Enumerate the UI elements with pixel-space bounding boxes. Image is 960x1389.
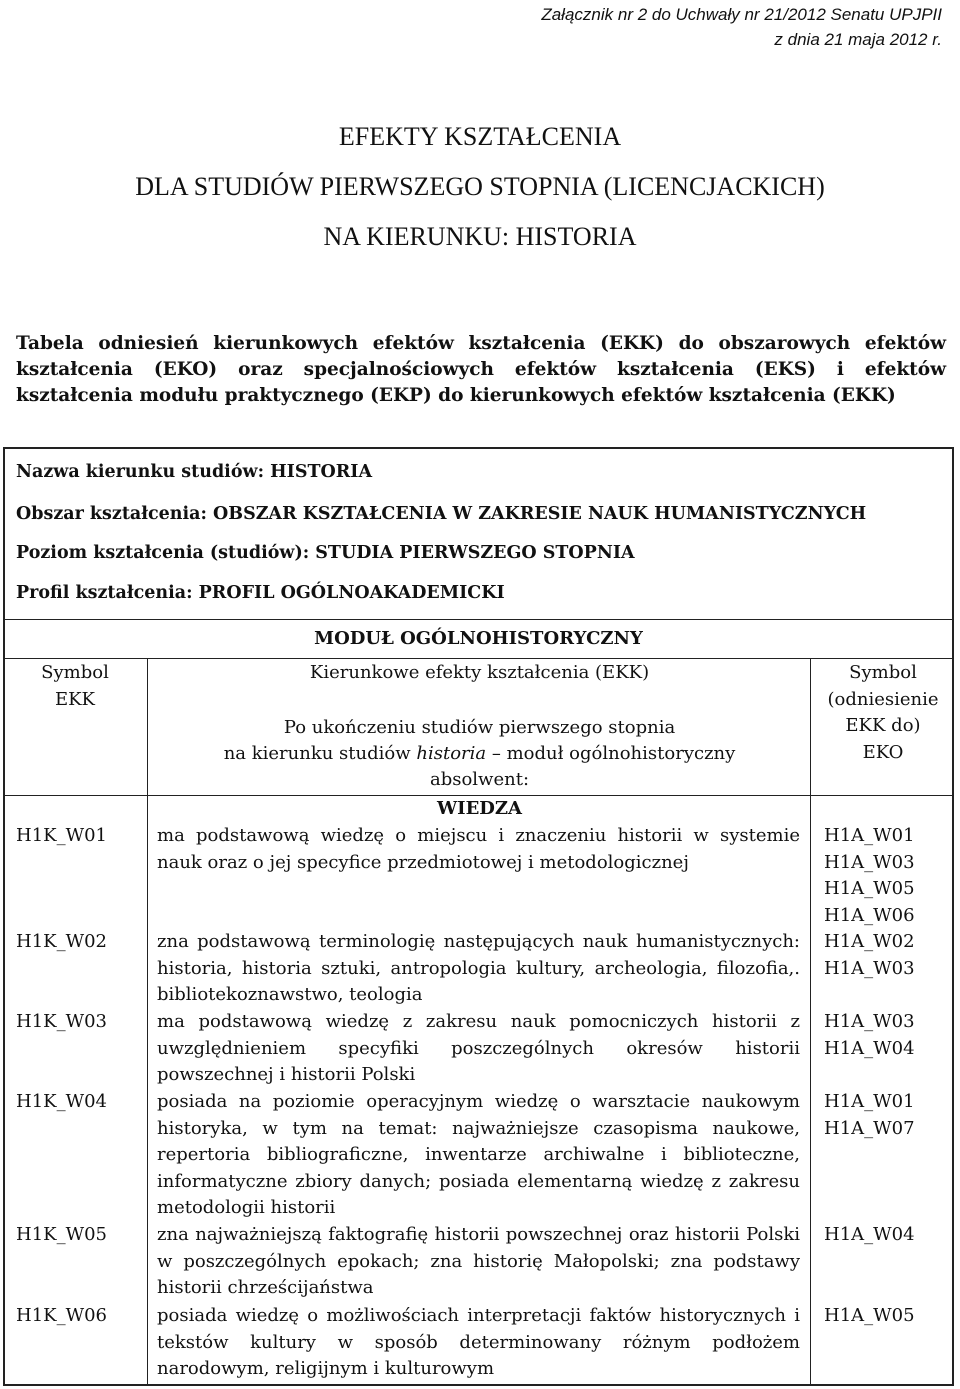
header-right-line-2: (odniesienie (827, 688, 939, 710)
header-right-line-1: Symbol (849, 662, 917, 683)
row-description: ma podstawową wiedzę z zakresu nauk pomocniczych historii z uwzględnieniem specyfiki poszczególnych okresów historii powszechnej i historii Polski (157, 1011, 800, 1085)
row-symbol: H1K_W05 (16, 1224, 108, 1245)
row-symbol: H1K_W02 (16, 931, 108, 952)
title-line-3: NA KIERUNKU: HISTORIA (323, 222, 637, 251)
row-symbol: H1K_W03 (16, 1011, 108, 1032)
header-symbol-label: Symbol (41, 662, 109, 683)
eko-code: H1A_W04 (824, 1037, 915, 1059)
row-symbol: H1K_W04 (16, 1091, 108, 1112)
eko-code: H1A_W03 (824, 957, 915, 979)
eko-code: H1A_W04 (824, 1224, 915, 1245)
header-ekk-label: EKK (54, 688, 96, 710)
attachment-line-1: Załącznik nr 2 do Uchwały nr 21/2012 Senatu UPJPII (541, 5, 942, 24)
desc-2-part-a: na kierunku studiów (223, 742, 411, 764)
header-right-line-3: EKK do) (845, 715, 921, 736)
row-description: posiada na poziomie operacyjnym wiedzę o warsztacie naukowym historyka, w tym na temat: najważniejsze czasopisma naukowe, repertoria bibliograficzne, inwentarze archiwalne i biblioteczne, informatyczne zbiory danych; posiada elementarną wiedzę z zakresu metodologii historii (157, 1091, 800, 1218)
row-eko-list (824, 1089, 915, 1142)
row-symbol: H1K_W01 (16, 825, 108, 846)
section-title: WIEDZA (436, 798, 523, 819)
education-level: Poziom kształcenia (studiów): STUDIA PIERWSZEGO STOPNIA (16, 543, 635, 563)
row-symbol: H1K_W06 (16, 1305, 108, 1326)
module-title: MODUŁ OGÓLNOHISTORYCZNY (314, 628, 643, 649)
row-eko-list (824, 1009, 915, 1062)
eko-code: H1A_W01 (824, 825, 915, 846)
header-outcomes-desc-1: Po ukończeniu studiów pierwszego stopnia (283, 716, 676, 738)
attachment-line-2: z dnia 21 maja 2012 r. (774, 30, 942, 49)
row-description: posiada wiedzę o możliwościach interpretacji faktów historycznych i tekstów kultury w sposób determinowany różnym podłożem narodowym, religijnym i kulturowym (157, 1305, 800, 1379)
row-eko-list (824, 929, 915, 982)
field-of-study: Nazwa kierunku studiów: HISTORIA (16, 462, 373, 482)
title-line-2: DLA STUDIÓW PIERWSZEGO STOPNIA (LICENCJACKICH) (135, 172, 825, 201)
row-description: zna podstawową terminologię następujących nauk humanistycznych: historia, historia sztuki, antropologia kultury, archeologia, filozofia,. bibliotekoznawstwo, teologia (157, 931, 800, 1005)
module-title-rule (3, 658, 954, 659)
education-profile: Profil kształcenia: PROFIL OGÓLNOAKADEMICKI (16, 583, 505, 603)
header-learning-outcomes (149, 660, 810, 793)
header-outcomes-title: Kierunkowe efekty kształcenia (EKK) (309, 662, 650, 683)
eko-code: H1A_W06 (824, 904, 915, 926)
eko-code: H1A_W05 (824, 1305, 915, 1326)
header-symbol-ekk (3, 660, 147, 713)
title-line-1: EFEKTY KSZTAŁCENIA (338, 122, 622, 151)
row-eko-list (824, 823, 915, 929)
education-area: Obszar kształcenia: OBSZAR KSZTAŁCENIA W ZAKRESIE NAUK HUMANISTYCZNYCH (16, 504, 867, 524)
eko-code: H1A_W07 (824, 1117, 915, 1139)
left-column-divider (147, 658, 148, 1386)
desc-2-part-c: moduł ogólnohistoryczny (506, 742, 736, 764)
attachment-note (541, 2, 942, 52)
header-outcomes-desc-2: na kierunku studiów historia – moduł ogólnohistoryczny (223, 742, 736, 764)
eko-code: H1A_W05 (824, 878, 915, 899)
row-eko-list (824, 1303, 915, 1330)
table-description: Tabela odniesień kierunkowych efektów kształcenia (EKK) do obszarowych efektów kształcenia (EKO) oraz specjalnościowych efektów kształcenia (EKS) i efektów kształcenia modułu praktycznego (EKP) do kierunkowych efektów kształcenia (EKK) (16, 333, 946, 406)
row-description: ma podstawową wiedzę o miejscu i znaczeniu historii w systemie nauk oraz o jej specyfice przedmiotowej i metodologicznej (157, 825, 800, 873)
desc-2-part-b: historia (416, 742, 487, 764)
header-symbol-eko (812, 660, 954, 766)
eko-code: H1A_W02 (824, 931, 915, 952)
eko-code: H1A_W03 (824, 851, 915, 873)
table-top-rule (3, 619, 954, 620)
document-title (0, 112, 960, 262)
eko-code: H1A_W03 (824, 1011, 915, 1032)
right-column-divider (810, 658, 811, 1386)
eko-code: H1A_W01 (824, 1091, 915, 1112)
row-description: zna najważniejszą faktografię historii powszechnej oraz historii Polski w poszczególnych epokach; zna historię Małopolski; zna podstawy historii chrześcijaństwa (157, 1224, 800, 1298)
row-eko-list (824, 1222, 915, 1249)
header-outcomes-desc-3: absolwent: (429, 768, 530, 790)
header-right-line-4: EKO (862, 741, 904, 763)
